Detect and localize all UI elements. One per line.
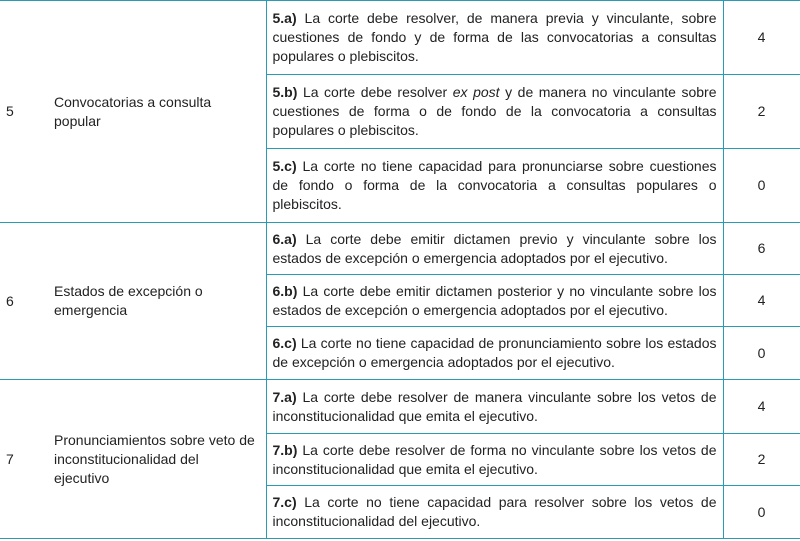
option-label: 7.b) <box>272 441 298 458</box>
option-text <box>266 275 723 327</box>
table-row <box>0 1 800 75</box>
option-label: 6.c) <box>272 335 297 351</box>
option-text <box>266 223 723 275</box>
option-label: 6.b) <box>272 282 298 299</box>
option-score: 0 <box>723 149 800 223</box>
category-label: Estados de excepción o emergencia <box>48 223 266 380</box>
option-score: 6 <box>723 223 800 275</box>
row-number: 5 <box>0 1 48 223</box>
option-description: La corte no tiene capacidad de pronunciamiento sobre los estados de excepción o emergencia adoptados por el ejecutivo. <box>272 335 717 370</box>
option-description: La corte debe resolver, de manera previa y vinculante, sobre cuestiones de fondo y de forma de las convocatorias a consultas populares o plebiscitos. <box>272 10 717 64</box>
option-label: 5.b) <box>272 84 298 100</box>
option-text <box>266 75 723 149</box>
row-number: 7 <box>0 380 48 539</box>
option-description-rest: y de manera no vinculante sobre cuestiones de forma o de fondo de la convocatoria a consultas populares o plebiscitos. <box>272 84 717 138</box>
category-label: Convocatorias a consulta popular <box>48 1 266 223</box>
option-label: 7.c) <box>272 494 297 510</box>
option-score: 4 <box>723 1 800 75</box>
option-description: La corte no tiene capacidad para resolver sobre los vetos de inconstitucionalidad del ejecutivo. <box>272 494 717 529</box>
option-description: La corte debe emitir dictamen posterior y no vinculante sobre los estados de excepción o emergencia adoptados por el ejecutivo. <box>272 282 717 318</box>
option-text <box>266 327 723 380</box>
option-text <box>266 149 723 223</box>
option-score: 4 <box>723 275 800 327</box>
category-label: Pronunciamientos sobre veto de inconstitucionalidad del ejecutivo <box>48 380 266 539</box>
option-score: 2 <box>723 75 800 149</box>
option-italic-term: ex post <box>452 84 500 100</box>
option-description: La corte debe resolver de forma no vinculante sobre los vetos de inconstitucionalidad que emita el ejecutivo. <box>272 441 717 477</box>
option-text <box>266 486 723 539</box>
option-label: 5.c) <box>272 158 297 174</box>
row-number: 6 <box>0 223 48 380</box>
option-score: 2 <box>723 434 800 486</box>
option-score: 0 <box>723 327 800 380</box>
option-description: La corte no tiene capacidad para pronunciarse sobre cuestiones de fondo o forma de la convocatoria a consultas populares o plebiscitos. <box>272 158 717 212</box>
option-description: La corte debe resolver <box>302 84 448 100</box>
option-label: 6.a) <box>272 230 297 247</box>
option-text <box>266 380 723 434</box>
option-score: 0 <box>723 486 800 539</box>
table-row <box>0 380 800 434</box>
option-description: La corte debe resolver de manera vinculante sobre los vetos de inconstitucionalidad que emita el ejecutivo. <box>272 388 717 424</box>
option-text <box>266 434 723 486</box>
option-label: 7.a) <box>272 388 297 405</box>
option-description: La corte debe emitir dictamen previo y vinculante sobre los estados de excepción o emergencia adoptados por el ejecutivo. <box>272 230 717 266</box>
table-row <box>0 223 800 275</box>
option-label: 5.a) <box>272 10 297 26</box>
option-score: 4 <box>723 380 800 434</box>
option-text <box>266 1 723 75</box>
